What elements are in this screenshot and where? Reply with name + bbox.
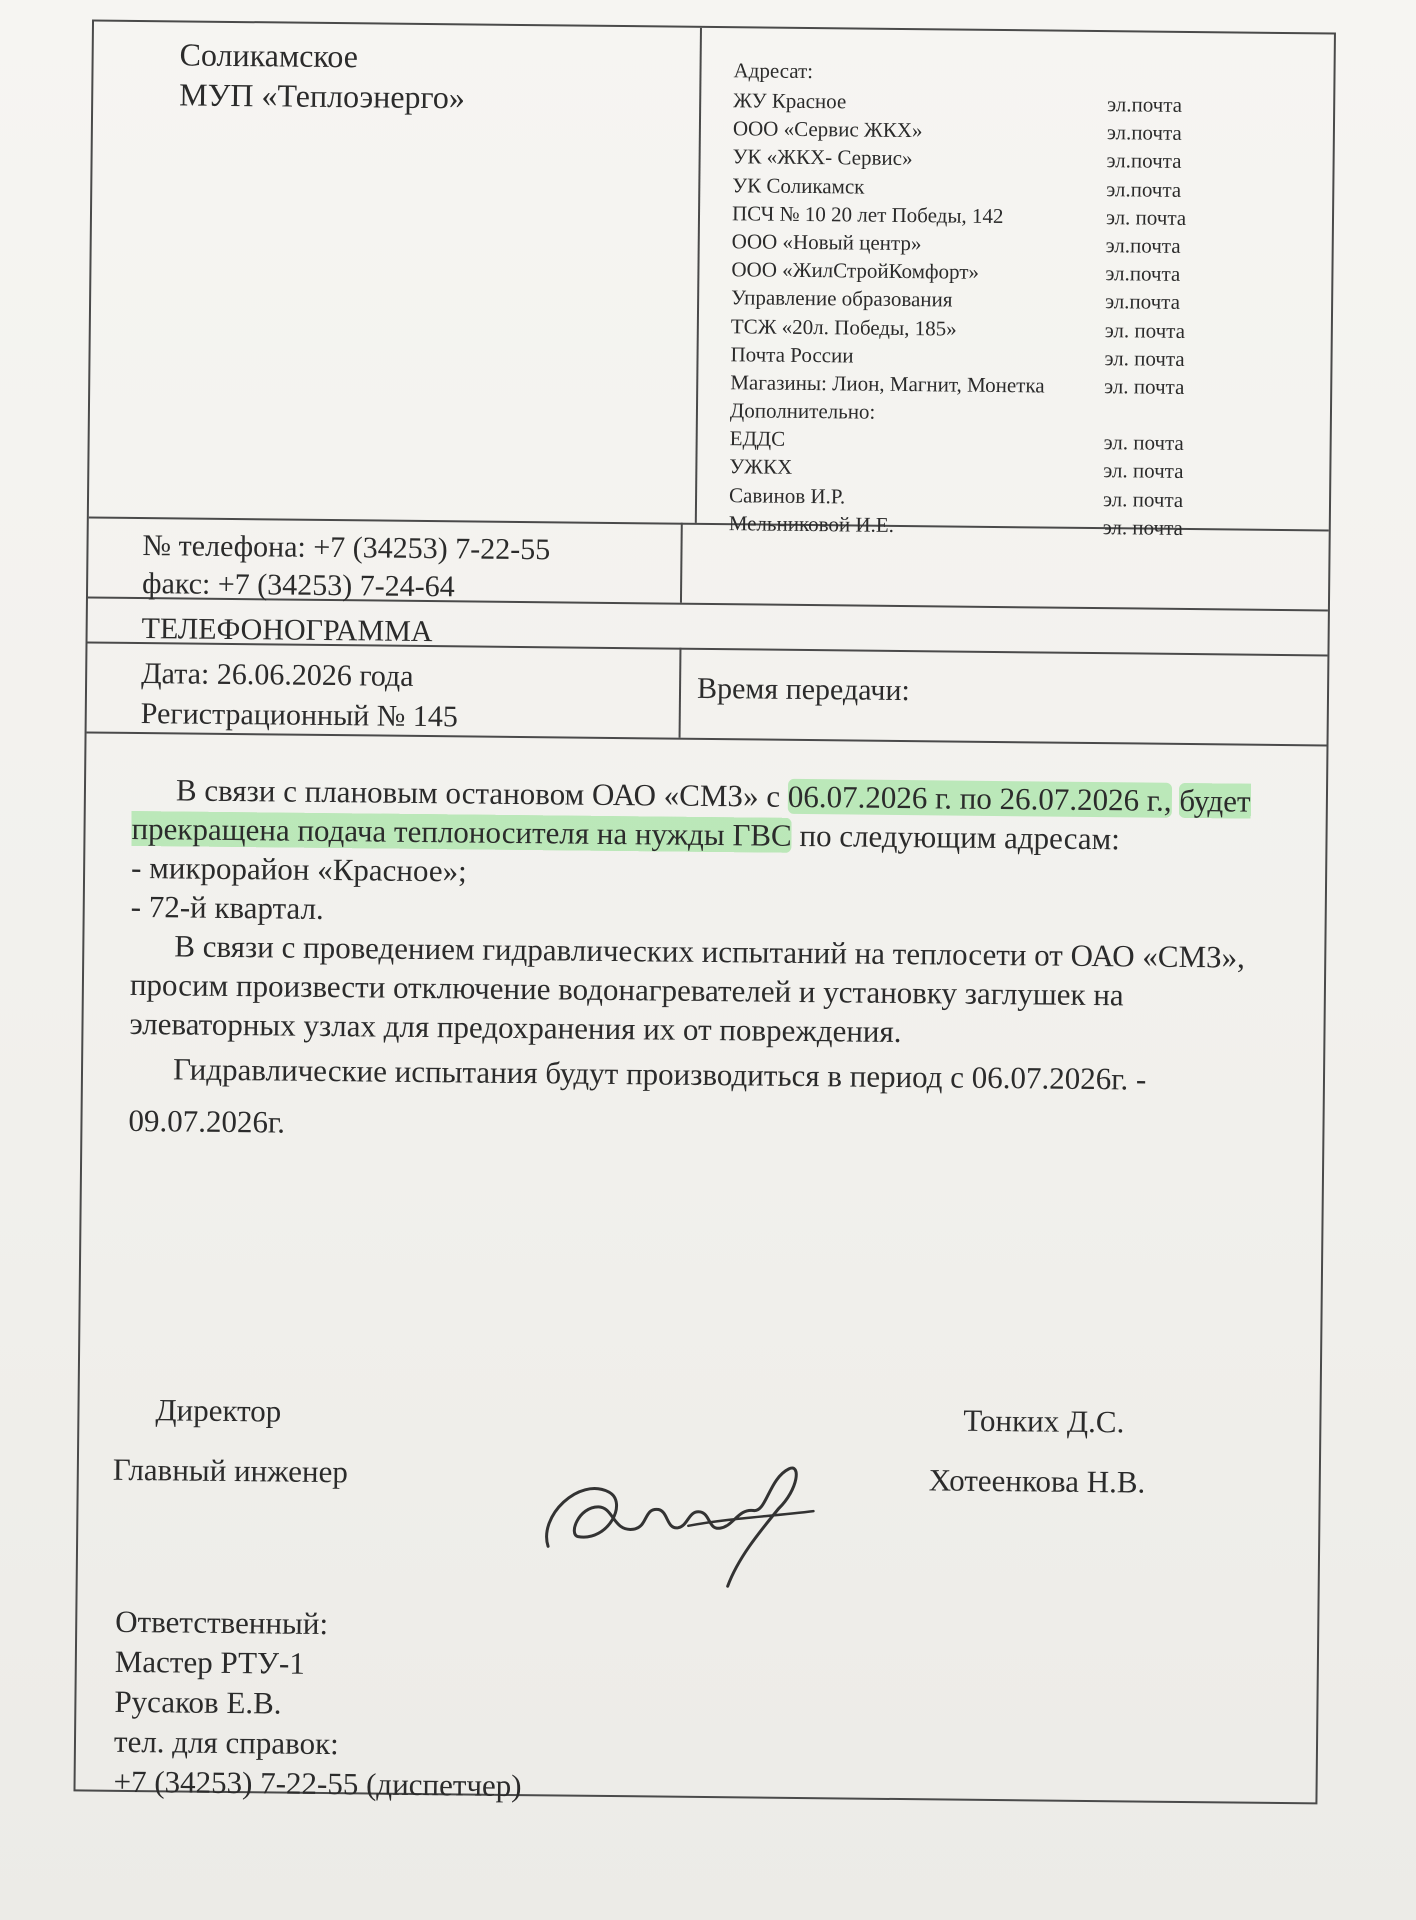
transmission-time-label: Время передачи: [696, 671, 910, 708]
recipient-method: эл.почта [1105, 289, 1181, 315]
contact-block [142, 527, 551, 607]
document-type: ТЕЛЕФОНОГРАММА [141, 612, 433, 649]
responsible-position: Мастер РТУ-1 [114, 1643, 305, 1681]
recipient-name: ТСЖ «20л. Победы, 185» [730, 313, 957, 341]
p1-text-a: В связи с плановым остановом ОАО «СМЗ» с [175, 772, 788, 814]
engineer-name: Хотеенкова Н.В. [928, 1462, 1146, 1500]
recipient-method: эл. почта [1102, 514, 1184, 540]
meta-divider [679, 648, 682, 738]
recipient-method: эл.почта [1105, 233, 1181, 258]
recipient-name: Савинов И.Р. [728, 482, 846, 509]
recipient-method: эл.почта [1106, 148, 1182, 174]
addressee-list [729, 86, 1204, 542]
responsible-label: Ответственный: [115, 1603, 329, 1642]
recipient-name: Магазины: Лион, Магнит, Монетка [730, 370, 1045, 398]
paragraph-2: В связи с проведением гидравлических испытаний на теплосети от ОАО «СМЗ», просим произвести отключение водонагревателей и установку заглушек на элеваторных узлах для предохранения их от повреждения. [129, 928, 1246, 1050]
recipient-method: эл. почта [1103, 430, 1184, 456]
info-phone: +7 (34253) 7-22-55 (диспетчер) [113, 1763, 522, 1804]
highlighted-notice: будет прекращена подача теплоносителя на нужды ГВС [131, 782, 1251, 853]
recipient-name: ООО «ЖилСтройКомфорт» [731, 257, 980, 284]
org-line-2: МУП «Теплоэнерго» [179, 76, 466, 116]
recipient-name: Почта России [730, 341, 854, 368]
recipient-name: УК «ЖКХ- Сервис» [732, 144, 913, 171]
paragraph-3: Гидравлические испытания будут производиться в период с 06.07.2026г. - 09.07.2026г. [128, 1051, 1147, 1140]
recipient-method: эл.почта [1106, 176, 1182, 202]
recipient-name: ЖУ Красное [733, 88, 847, 114]
recipient-name: Управление образования [731, 285, 953, 312]
responsible-block [113, 1602, 523, 1806]
recipient-method: эл. почта [1103, 458, 1184, 484]
org-line-1: Соликамское [179, 36, 359, 75]
additional-title: Дополнительно: [729, 398, 876, 424]
info-label: тел. для справок: [113, 1723, 339, 1762]
recipient-method: эл. почта [1104, 345, 1185, 371]
handwritten-signature [538, 1436, 830, 1589]
addressee-title: Адресат: [733, 58, 814, 84]
director-name: Тонких Д.С. [963, 1402, 1125, 1440]
contacts-divider [680, 523, 683, 603]
additional-row [729, 509, 1199, 542]
fax-number: факс: +7 (34253) 7-24-64 [141, 567, 455, 604]
recipient-method: эл.почта [1105, 261, 1181, 287]
recipient-method: эл.почта [1107, 92, 1183, 117]
phone-number: № телефона: +7 (34253) 7-22-55 [142, 529, 551, 567]
recipient-method: эл.почта [1106, 120, 1182, 146]
recipient-name: ООО «Новый центр» [731, 229, 922, 256]
address-item-2: - 72-й квартал. [130, 888, 324, 926]
responsible-name: Русаков Е.В. [114, 1683, 282, 1721]
recipient-name: ЕДДС [729, 426, 786, 452]
recipient-name: ПСЧ № 10 20 лет Победы, 142 [731, 200, 1004, 228]
organization-name [179, 34, 465, 117]
p1-text-b: по следующим адресам: [791, 817, 1121, 857]
recipient-name: УЖКХ [729, 454, 793, 480]
recipient-name: ООО «Сервис ЖКХ» [732, 116, 923, 143]
registration-number: Регистрационный № 145 [140, 697, 459, 734]
director-title: Директор [155, 1392, 282, 1429]
engineer-title: Главный инженер [112, 1451, 349, 1490]
recipient-method: эл. почта [1105, 204, 1187, 230]
document-date: Дата: 26.06.2026 года [141, 657, 414, 693]
recipient-method: эл. почта [1104, 373, 1185, 399]
header-divider [695, 28, 702, 523]
recipient-name: Мельниковой И.Е. [728, 510, 895, 537]
document-frame [73, 19, 1335, 1804]
highlighted-dates: 06.07.2026 г. по 26.07.2026 г., [787, 778, 1172, 818]
date-registration [141, 654, 459, 737]
recipient-name: УК Соликамск [732, 172, 865, 199]
recipient-method: эл. почта [1104, 317, 1186, 343]
address-item-1: - микрорайон «Красное»; [130, 849, 467, 889]
paragraph-1 [131, 770, 1292, 860]
message-body [128, 770, 1292, 1159]
recipient-method: эл. почта [1102, 486, 1184, 512]
